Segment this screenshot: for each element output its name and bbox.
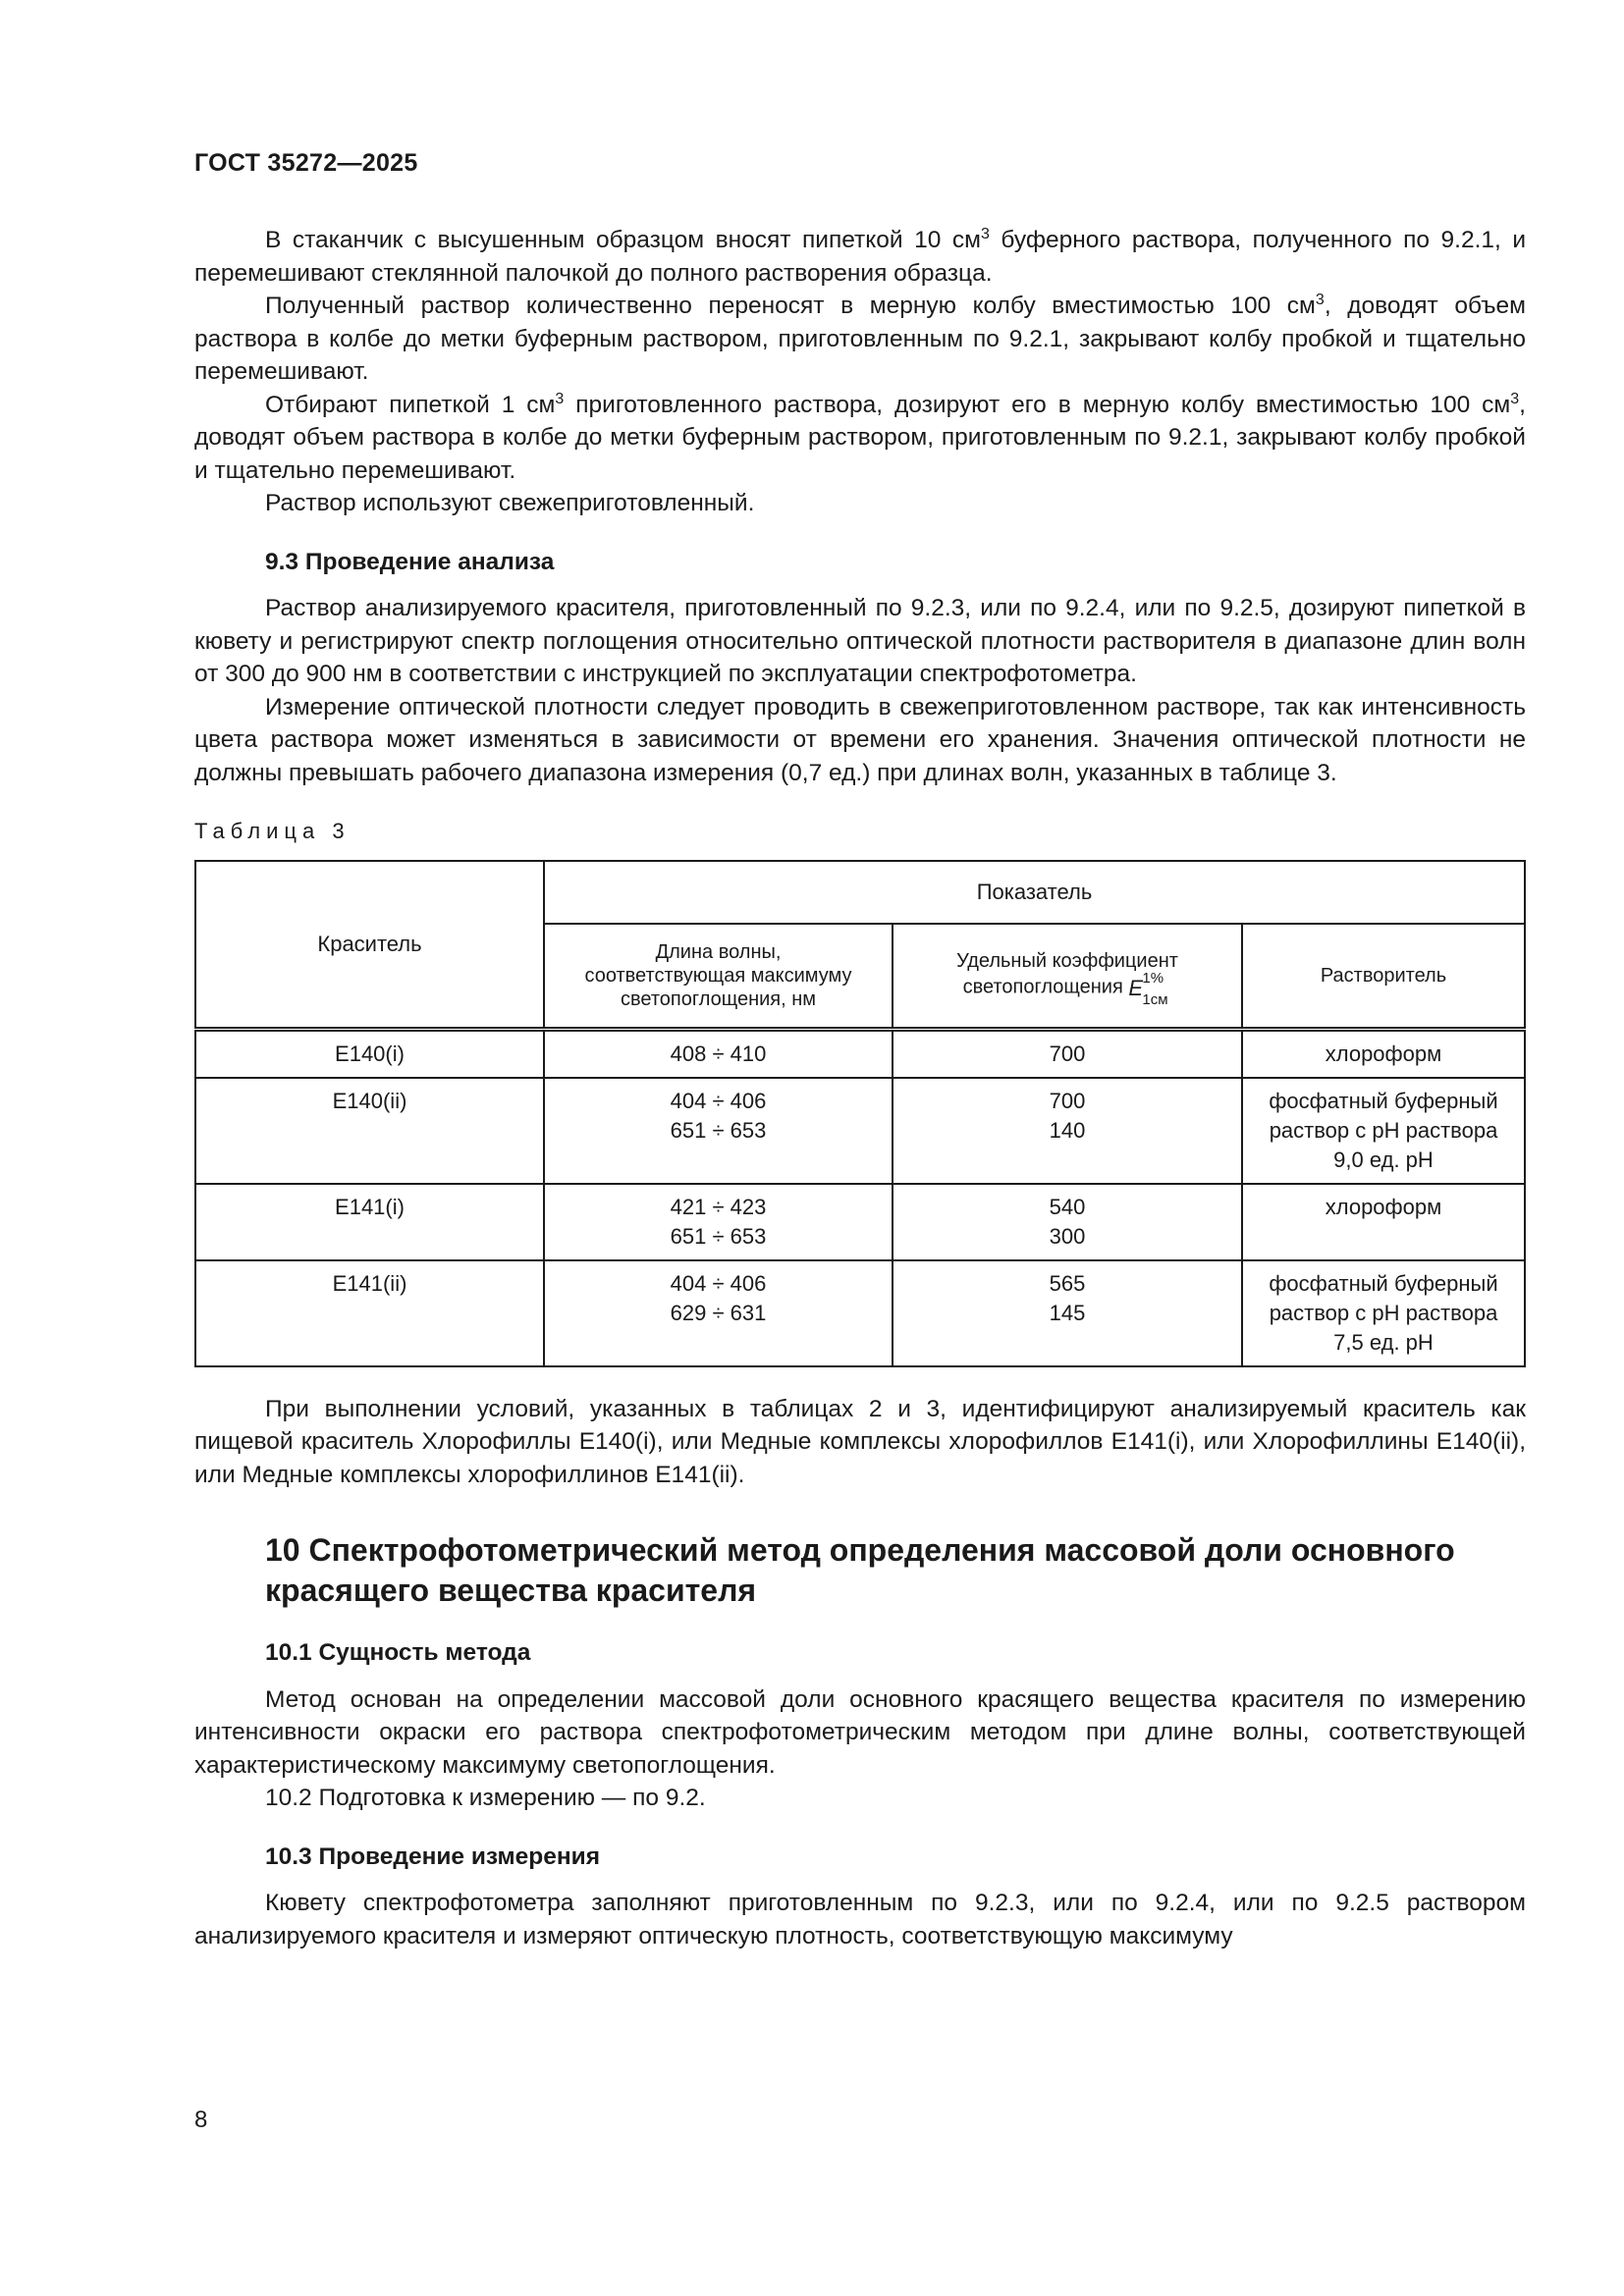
table-3 [194,860,1526,1367]
column-header-solvent: Растворитель [1242,924,1525,1030]
table-row: E140(i) 408 ÷ 410 700 хлороформ [195,1029,1525,1078]
table-row: E141(i) 421 ÷ 423 651 ÷ 653 540 300 хлороформ [195,1184,1525,1260]
document-body [194,224,1526,1952]
paragraph: При выполнении условий, указанных в таблицах 2 и 3, идентифицируют анализируемый краситель как пищевой краситель Хлорофиллы E140(i), или Медные комплексы хлорофиллов E141(i), или Хлорофиллины E140(ii), или Медные комплексы хлорофиллинов E141(ii). [194,1395,1526,1488]
paragraph: В стаканчик с высушенным образцом вносят пипеткой 10 $см^3$ буферного раствора, полученного по 9.2.1, и перемешивают стеклянной палочкой до полного растворения образца. [194,226,1527,287]
page-number: 8 [194,2107,208,2133]
section-heading-10: 10 Спектрофотометрический метод определения массовой доли основного красящего вещества красителя [265,1532,1455,1608]
column-header-coefficient: Удельный коэффициент светопоглощения E 1% 1см [893,924,1242,1030]
paragraph: Отбирают пипеткой 1 $см^3$ приготовленного раствора, дозируют его в мерную колбу вместимостью 100 $см^3$, доводят объем раствора в колбе до метки буферным раствором, приготовленным по 9.2.1, закрывают колбу пробкой и тщательно перемешивают. [194,390,1526,484]
paragraph: 10.2 Подготовка к измерению — по 9.2. [265,1785,706,1811]
paragraph: Метод основан на определении массовой доли основного красящего вещества красителя по измерению интенсивности окраски его раствора спектрофотометрическим методом при длине волны, соответствующей характеристическому максимуму светопоглощения. [194,1685,1526,1779]
paragraph: Раствор используют свежеприготовленный. [265,490,755,516]
column-header-group: Показатель [544,861,1525,924]
document-header: ГОСТ 35272—2025 [194,149,418,177]
paragraph: Полученный раствор количественно переносят в мерную колбу вместимостью 100 $см^3$, доводят объем раствора в колбе до метки буферным раствором, приготовленным по 9.2.1, закрывают колбу пробкой и тщательно перемешивают. [194,292,1526,385]
section-heading-10-1: 10.1 Сущность метода [265,1639,531,1666]
column-header-wavelength: Длина волны, соответствующая максимуму светопоглощения, нм [544,924,893,1030]
section-heading-9-3: 9.3 Проведение анализа [265,548,555,575]
paragraph: Раствор анализируемого красителя, приготовленный по 9.2.3, или по 9.2.4, или по 9.2.5, дозируют пипеткой в кювету и регистрируют спектр поглощения относительно оптической плотности растворителя в диапазоне длин волн от 300 до 900 нм в соответствии с инструкцией по эксплуатации спектрофотометра. [194,595,1526,687]
table-row: E140(ii) 404 ÷ 406 651 ÷ 653 700 140 фосфатный буферный раствор с pH раствора 9,0 ед. pH [195,1078,1525,1184]
paragraph: Кювету спектрофотометра заполняют приготовленным по 9.2.3, или по 9.2.4, или по 9.2.5 раствором анализируемого красителя и измеряют оптическую плотность, соответствующую максимуму [194,1890,1526,1949]
paragraph: Измерение оптической плотности следует проводить в свежеприготовленном растворе, так как интенсивность цвета раствора может изменяться в зависимости от времени его хранения. Значения оптической плотности не должны превышать рабочего диапазона измерения (0,7 ед.) при длинах волн, указанных в таблице 3. [194,693,1526,786]
table-caption: Таблица 3 [194,819,351,843]
section-heading-10-3: 10.3 Проведение измерения [265,1842,600,1870]
table-row: E141(ii) 404 ÷ 406 629 ÷ 631 565 145 фосфатный буферный раствор с pH раствора 7,5 ед. pH [195,1260,1525,1366]
column-header-dye: Краситель [195,861,544,1030]
extinction-symbol: E 1% 1см [1128,969,1168,1008]
